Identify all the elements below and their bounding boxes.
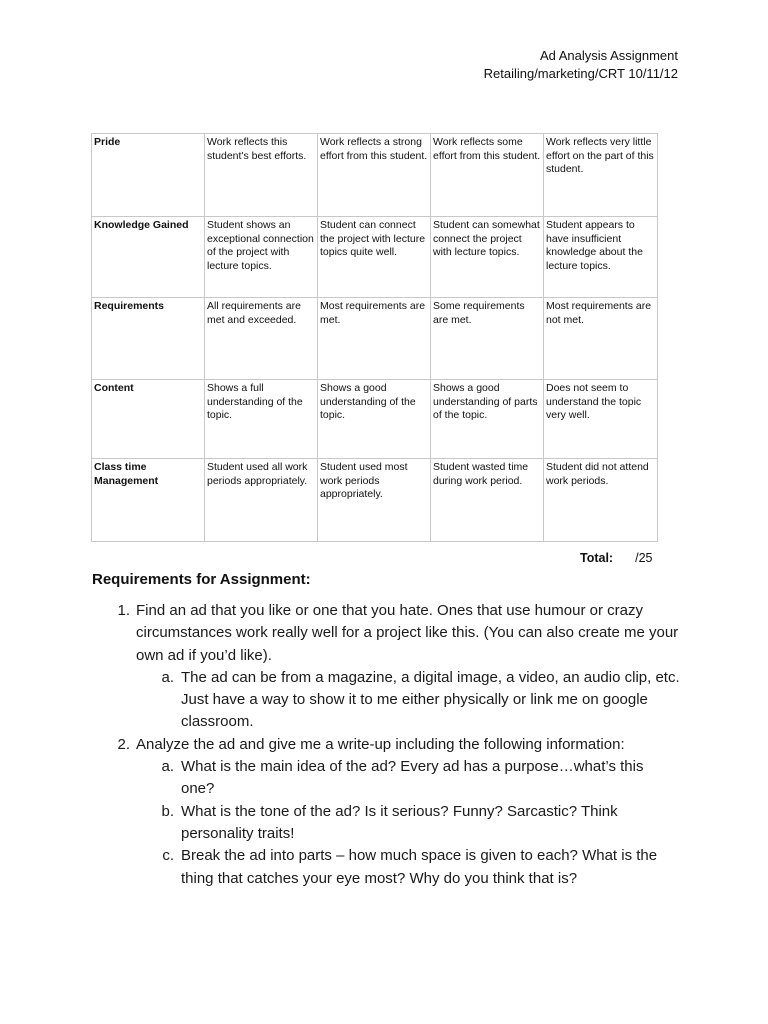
list-letter: b. <box>161 802 174 820</box>
rubric-criterion: Knowledge Gained <box>92 217 205 298</box>
rubric-cell: Student can somewhat connect the project with lecture topics. <box>431 217 544 298</box>
rubric-row-content <box>92 380 658 459</box>
rubric-cell: Some requirements are met. <box>431 298 544 380</box>
rubric-cell: Shows a good understanding of parts of the topic. <box>431 380 544 459</box>
list-number: 2. <box>117 735 130 753</box>
rubric-row-pride <box>92 134 658 217</box>
list-text: Break the ad into parts – how much space is given to each? What is the thing that catches your eye most? Why do you think that is? <box>181 847 658 887</box>
rubric-cell: Work reflects some effort from this student. <box>431 134 544 217</box>
total-score <box>580 551 652 565</box>
assignment-title: Ad Analysis Assignment <box>539 48 678 63</box>
rubric-cell: All requirements are met and exceeded. <box>205 298 318 380</box>
course-line: Retailing/marketing/CRT 10/11/12 <box>483 66 678 81</box>
sub-list-item <box>0 801 681 846</box>
rubric-criterion: Requirements <box>92 298 205 380</box>
list-item <box>0 600 681 667</box>
list-letter: c. <box>162 847 174 865</box>
rubric-cell: Student shows an exceptional connection of the project with lecture topics. <box>205 217 318 298</box>
rubric-cell: Student used all work periods appropriately. <box>205 459 318 542</box>
rubric-cell: Work reflects a strong effort from this student. <box>318 134 431 217</box>
rubric-row-requirements <box>92 298 658 380</box>
total-label: Total: <box>580 551 614 565</box>
rubric-cell: Shows a full understanding of the topic. <box>205 380 318 459</box>
requirements-heading: Requirements for Assignment: <box>92 571 311 588</box>
rubric-criterion: Content <box>92 380 205 459</box>
list-text: The ad can be from a magazine, a digital image, a video, an audio clip, etc. Just have a way to show it to me either physically or link me on google classroom. <box>181 668 680 731</box>
list-text: What is the tone of the ad? Is it serious? Funny? Sarcastic? Think personality traits! <box>181 802 618 842</box>
document-header <box>484 47 678 83</box>
list-text: Find an ad that you like or one that you hate. Ones that use humour or crazy circumstances work really well for a project like this. (You can also create me your own ad if you’d like). <box>136 602 679 664</box>
rubric-cell: Does not seem to understand the topic very well. <box>544 380 658 459</box>
rubric-cell: Student did not attend work periods. <box>544 459 658 542</box>
rubric-cell: Student appears to have insufficient knowledge about the lecture topics. <box>544 217 658 298</box>
rubric-row-knowledge <box>92 217 658 298</box>
rubric-criterion: Class time Management <box>92 459 205 542</box>
list-letter: a. <box>161 668 174 686</box>
sub-list-item <box>0 667 681 734</box>
rubric-cell: Work reflects this student's best efforts. <box>205 134 318 217</box>
rubric-table <box>91 133 658 542</box>
sub-list-item <box>0 756 681 801</box>
sub-list-item <box>0 845 681 890</box>
rubric-cell: Most requirements are met. <box>318 298 431 380</box>
rubric-row-class-time <box>92 459 658 542</box>
rubric-cell: Student used most work periods appropriately. <box>318 459 431 542</box>
total-value: /25 <box>635 551 653 565</box>
rubric-cell: Work reflects very little effort on the part of this student. <box>544 134 658 217</box>
rubric-criterion: Pride <box>92 134 205 217</box>
list-text: What is the main idea of the ad? Every ad has a purpose…what’s this one? <box>181 758 644 798</box>
rubric-cell: Shows a good understanding of the topic. <box>318 380 431 459</box>
rubric-cell: Most requirements are not met. <box>544 298 658 380</box>
rubric-cell: Student can connect the project with lecture topics quite well. <box>318 217 431 298</box>
list-text: Analyze the ad and give me a write-up including the following information: <box>136 735 625 753</box>
list-letter: a. <box>161 758 174 776</box>
requirements-list <box>0 600 768 890</box>
list-number: 1. <box>117 602 130 619</box>
rubric-cell: Student wasted time during work period. <box>431 459 544 542</box>
list-item <box>0 734 681 756</box>
